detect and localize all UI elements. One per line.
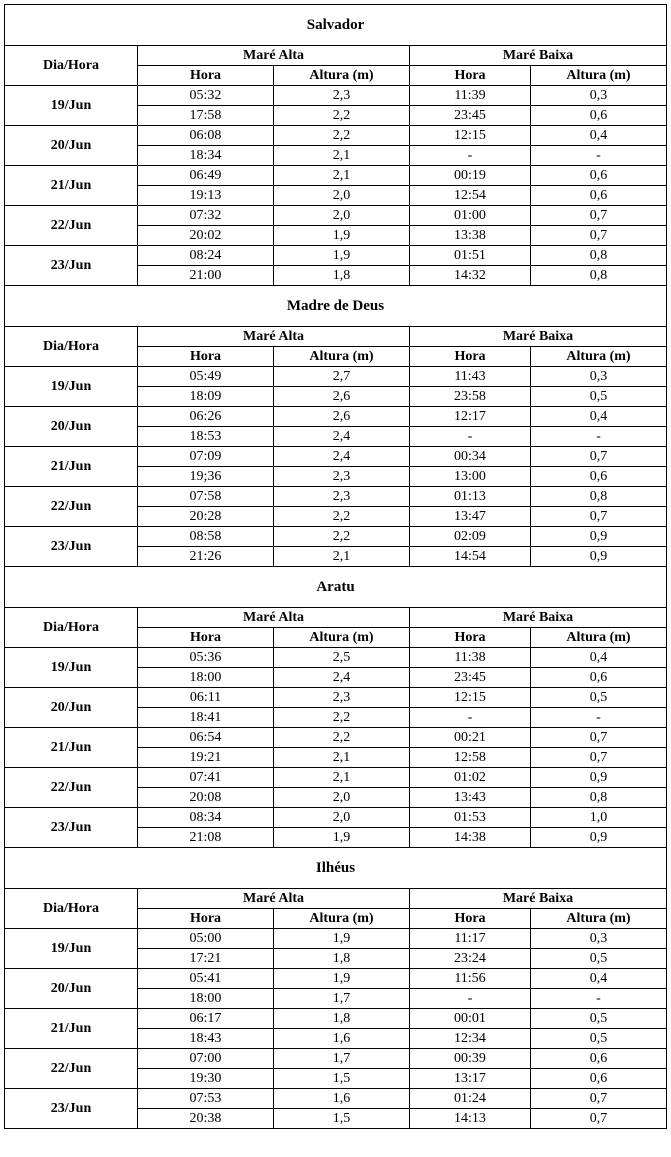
location-title-row <box>5 286 667 327</box>
tide-document <box>4 4 666 1129</box>
low-tide-height: 0,4 <box>531 407 667 427</box>
low-tide-height: - <box>531 427 667 447</box>
low-tide-header: Maré Baixa <box>410 608 667 628</box>
day-label: 21/Jun <box>5 447 138 487</box>
high-tide-height: 2,6 <box>274 387 410 407</box>
low-tide-height: 0,6 <box>531 106 667 126</box>
high-tide-hour: 19:13 <box>138 186 274 206</box>
low-tide-height: 0,3 <box>531 86 667 106</box>
table-row <box>5 969 667 989</box>
high-tide-height: 1,5 <box>274 1069 410 1089</box>
low-tide-hour: 23:45 <box>410 106 531 126</box>
high-tide-header: Maré Alta <box>138 327 410 347</box>
high-tide-height: 2,2 <box>274 507 410 527</box>
high-tide-hour: 07:00 <box>138 1049 274 1069</box>
low-hour-header: Hora <box>410 66 531 86</box>
high-tide-hour: 06:26 <box>138 407 274 427</box>
high-tide-hour: 19:21 <box>138 748 274 768</box>
high-tide-hour: 07:32 <box>138 206 274 226</box>
high-tide-height: 2,5 <box>274 648 410 668</box>
low-tide-hour: 00:01 <box>410 1009 531 1029</box>
tide-table <box>4 4 667 1129</box>
high-tide-hour: 18:00 <box>138 668 274 688</box>
low-tide-hour: 23:58 <box>410 387 531 407</box>
low-tide-hour: 11:43 <box>410 367 531 387</box>
high-tide-height: 2,3 <box>274 487 410 507</box>
high-tide-height: 2,0 <box>274 186 410 206</box>
day-label: 19/Jun <box>5 929 138 969</box>
table-row <box>5 768 667 788</box>
high-tide-hour: 19:30 <box>138 1069 274 1089</box>
low-tide-hour: 14:32 <box>410 266 531 286</box>
day-label: 20/Jun <box>5 126 138 166</box>
low-tide-height: 0,8 <box>531 788 667 808</box>
high-tide-hour: 17:58 <box>138 106 274 126</box>
low-tide-hour: 00:34 <box>410 447 531 467</box>
low-tide-height: 0,3 <box>531 367 667 387</box>
low-tide-height: 0,7 <box>531 1109 667 1129</box>
group-header-row <box>5 608 667 628</box>
low-tide-height: 0,7 <box>531 507 667 527</box>
location-title-row <box>5 5 667 46</box>
day-label: 22/Jun <box>5 487 138 527</box>
day-label: 23/Jun <box>5 527 138 567</box>
low-tide-height: - <box>531 989 667 1009</box>
low-height-header: Altura (m) <box>531 66 667 86</box>
high-tide-height: 2,1 <box>274 768 410 788</box>
low-tide-height: 0,4 <box>531 969 667 989</box>
high-tide-hour: 18:09 <box>138 387 274 407</box>
day-label: 20/Jun <box>5 407 138 447</box>
low-height-header: Altura (m) <box>531 347 667 367</box>
high-hour-header: Hora <box>138 347 274 367</box>
high-tide-hour: 08:34 <box>138 808 274 828</box>
high-tide-height: 2,1 <box>274 547 410 567</box>
day-label: 20/Jun <box>5 969 138 1009</box>
low-tide-hour: 01:02 <box>410 768 531 788</box>
day-label: 21/Jun <box>5 1009 138 1049</box>
low-tide-hour: 14:13 <box>410 1109 531 1129</box>
low-tide-header: Maré Baixa <box>410 46 667 66</box>
table-row <box>5 1089 667 1109</box>
high-tide-height: 2,0 <box>274 808 410 828</box>
high-tide-hour: 18:00 <box>138 989 274 1009</box>
high-tide-hour: 06:49 <box>138 166 274 186</box>
day-label: 19/Jun <box>5 86 138 126</box>
high-tide-hour: 17:21 <box>138 949 274 969</box>
high-tide-hour: 07:09 <box>138 447 274 467</box>
high-tide-hour: 08:58 <box>138 527 274 547</box>
high-tide-hour: 18:41 <box>138 708 274 728</box>
table-row <box>5 527 667 547</box>
high-tide-hour: 08:24 <box>138 246 274 266</box>
low-tide-header: Maré Baixa <box>410 889 667 909</box>
day-hour-header: Dia/Hora <box>5 327 138 367</box>
low-tide-hour: 23:45 <box>410 668 531 688</box>
low-tide-hour: - <box>410 989 531 1009</box>
low-hour-header: Hora <box>410 628 531 648</box>
table-row <box>5 86 667 106</box>
low-tide-hour: 12:17 <box>410 407 531 427</box>
high-tide-height: 1,9 <box>274 969 410 989</box>
low-tide-hour: 12:15 <box>410 688 531 708</box>
high-hour-header: Hora <box>138 909 274 929</box>
location-title: Aratu <box>5 567 667 608</box>
low-tide-hour: 12:15 <box>410 126 531 146</box>
high-tide-height: 2,2 <box>274 728 410 748</box>
low-tide-height: 0,6 <box>531 467 667 487</box>
high-tide-header: Maré Alta <box>138 889 410 909</box>
day-label: 23/Jun <box>5 1089 138 1129</box>
high-tide-header: Maré Alta <box>138 608 410 628</box>
table-row <box>5 808 667 828</box>
low-tide-hour: 11:38 <box>410 648 531 668</box>
high-tide-hour: 06:17 <box>138 1009 274 1029</box>
high-tide-header: Maré Alta <box>138 46 410 66</box>
table-row <box>5 487 667 507</box>
high-tide-height: 1,6 <box>274 1029 410 1049</box>
location-title: Salvador <box>5 5 667 46</box>
low-tide-height: 0,9 <box>531 547 667 567</box>
high-tide-hour: 20:38 <box>138 1109 274 1129</box>
high-tide-height: 1,9 <box>274 246 410 266</box>
high-tide-height: 2,3 <box>274 467 410 487</box>
high-tide-height: 2,0 <box>274 206 410 226</box>
high-tide-hour: 06:08 <box>138 126 274 146</box>
high-tide-hour: 06:11 <box>138 688 274 708</box>
table-row <box>5 246 667 266</box>
day-hour-header: Dia/Hora <box>5 46 138 86</box>
day-label: 22/Jun <box>5 1049 138 1089</box>
low-tide-header: Maré Baixa <box>410 327 667 347</box>
high-hour-header: Hora <box>138 66 274 86</box>
high-tide-height: 2,0 <box>274 788 410 808</box>
high-tide-hour: 06:54 <box>138 728 274 748</box>
high-tide-height: 2,4 <box>274 447 410 467</box>
low-tide-height: 0,6 <box>531 668 667 688</box>
low-tide-hour: 01:53 <box>410 808 531 828</box>
table-row <box>5 126 667 146</box>
high-tide-hour: 18:53 <box>138 427 274 447</box>
low-tide-hour: 11:39 <box>410 86 531 106</box>
low-hour-header: Hora <box>410 347 531 367</box>
high-tide-height: 2,2 <box>274 126 410 146</box>
high-tide-hour: 19;36 <box>138 467 274 487</box>
table-row <box>5 648 667 668</box>
low-tide-height: 0,7 <box>531 206 667 226</box>
high-tide-height: 2,1 <box>274 146 410 166</box>
low-tide-hour: 12:34 <box>410 1029 531 1049</box>
table-row <box>5 166 667 186</box>
low-tide-hour: 13:47 <box>410 507 531 527</box>
low-tide-hour: 13:17 <box>410 1069 531 1089</box>
day-label: 19/Jun <box>5 367 138 407</box>
high-hour-header: Hora <box>138 628 274 648</box>
table-row <box>5 206 667 226</box>
low-tide-hour: 01:51 <box>410 246 531 266</box>
high-tide-height: 1,8 <box>274 266 410 286</box>
low-tide-height: 0,7 <box>531 226 667 246</box>
low-hour-header: Hora <box>410 909 531 929</box>
low-tide-height: 0,5 <box>531 1029 667 1049</box>
high-height-header: Altura (m) <box>274 66 410 86</box>
high-tide-height: 1,9 <box>274 828 410 848</box>
day-label: 23/Jun <box>5 808 138 848</box>
low-tide-height: 0,5 <box>531 949 667 969</box>
low-tide-hour: 13:43 <box>410 788 531 808</box>
low-tide-height: 0,9 <box>531 527 667 547</box>
day-hour-header: Dia/Hora <box>5 608 138 648</box>
high-tide-height: 1,5 <box>274 1109 410 1129</box>
high-tide-height: 2,7 <box>274 367 410 387</box>
low-tide-height: 0,5 <box>531 1009 667 1029</box>
high-tide-height: 1,8 <box>274 1009 410 1029</box>
low-tide-height: 0,6 <box>531 186 667 206</box>
table-row <box>5 367 667 387</box>
day-label: 20/Jun <box>5 688 138 728</box>
high-tide-height: 1,9 <box>274 226 410 246</box>
low-tide-height: 0,7 <box>531 1089 667 1109</box>
high-tide-height: 1,8 <box>274 949 410 969</box>
day-hour-header: Dia/Hora <box>5 889 138 929</box>
high-tide-hour: 05:49 <box>138 367 274 387</box>
high-tide-height: 2,2 <box>274 708 410 728</box>
day-label: 22/Jun <box>5 206 138 246</box>
low-tide-height: 0,6 <box>531 1069 667 1089</box>
table-row <box>5 688 667 708</box>
high-tide-height: 1,7 <box>274 989 410 1009</box>
high-tide-hour: 21:08 <box>138 828 274 848</box>
low-tide-height: 0,5 <box>531 387 667 407</box>
low-tide-height: 0,7 <box>531 447 667 467</box>
low-tide-height: 0,8 <box>531 266 667 286</box>
high-tide-height: 2,3 <box>274 86 410 106</box>
low-tide-hour: 00:39 <box>410 1049 531 1069</box>
high-tide-hour: 07:53 <box>138 1089 274 1109</box>
low-tide-hour: 01:13 <box>410 487 531 507</box>
low-tide-height: - <box>531 708 667 728</box>
high-tide-height: 2,1 <box>274 748 410 768</box>
low-tide-height: 0,4 <box>531 648 667 668</box>
high-tide-hour: 07:58 <box>138 487 274 507</box>
group-header-row <box>5 889 667 909</box>
low-tide-hour: 01:00 <box>410 206 531 226</box>
high-tide-height: 2,2 <box>274 527 410 547</box>
high-tide-height: 2,4 <box>274 427 410 447</box>
low-tide-hour: 11:17 <box>410 929 531 949</box>
high-tide-height: 2,1 <box>274 166 410 186</box>
low-tide-height: 0,9 <box>531 768 667 788</box>
low-tide-height: - <box>531 146 667 166</box>
day-label: 22/Jun <box>5 768 138 808</box>
low-tide-height: 0,3 <box>531 929 667 949</box>
high-height-header: Altura (m) <box>274 347 410 367</box>
high-tide-hour: 05:36 <box>138 648 274 668</box>
high-tide-hour: 20:02 <box>138 226 274 246</box>
high-tide-hour: 05:00 <box>138 929 274 949</box>
day-label: 19/Jun <box>5 648 138 688</box>
low-tide-hour: 12:58 <box>410 748 531 768</box>
high-tide-height: 2,2 <box>274 106 410 126</box>
low-tide-hour: - <box>410 146 531 166</box>
low-tide-hour: - <box>410 427 531 447</box>
high-tide-hour: 07:41 <box>138 768 274 788</box>
low-tide-height: 0,8 <box>531 487 667 507</box>
table-row <box>5 1009 667 1029</box>
high-tide-hour: 05:32 <box>138 86 274 106</box>
high-tide-height: 1,7 <box>274 1049 410 1069</box>
low-height-header: Altura (m) <box>531 909 667 929</box>
low-tide-hour: - <box>410 708 531 728</box>
low-tide-hour: 02:09 <box>410 527 531 547</box>
high-tide-height: 2,6 <box>274 407 410 427</box>
low-height-header: Altura (m) <box>531 628 667 648</box>
low-tide-height: 0,6 <box>531 1049 667 1069</box>
high-tide-hour: 20:08 <box>138 788 274 808</box>
high-tide-height: 2,4 <box>274 668 410 688</box>
table-row <box>5 1049 667 1069</box>
location-title: Madre de Deus <box>5 286 667 327</box>
high-tide-hour: 21:26 <box>138 547 274 567</box>
location-title-row <box>5 848 667 889</box>
high-tide-hour: 18:34 <box>138 146 274 166</box>
low-tide-height: 0,7 <box>531 748 667 768</box>
low-tide-hour: 14:54 <box>410 547 531 567</box>
low-tide-height: 0,6 <box>531 166 667 186</box>
low-tide-height: 0,7 <box>531 728 667 748</box>
day-label: 21/Jun <box>5 166 138 206</box>
high-tide-height: 1,9 <box>274 929 410 949</box>
high-tide-hour: 21:00 <box>138 266 274 286</box>
location-title: Ilhéus <box>5 848 667 889</box>
low-tide-hour: 11:56 <box>410 969 531 989</box>
group-header-row <box>5 46 667 66</box>
low-tide-hour: 01:24 <box>410 1089 531 1109</box>
table-row <box>5 407 667 427</box>
table-row <box>5 929 667 949</box>
location-title-row <box>5 567 667 608</box>
low-tide-height: 0,9 <box>531 828 667 848</box>
low-tide-height: 1,0 <box>531 808 667 828</box>
high-tide-height: 1,6 <box>274 1089 410 1109</box>
low-tide-height: 0,4 <box>531 126 667 146</box>
high-tide-hour: 20:28 <box>138 507 274 527</box>
low-tide-hour: 00:19 <box>410 166 531 186</box>
low-tide-hour: 14:38 <box>410 828 531 848</box>
group-header-row <box>5 327 667 347</box>
low-tide-hour: 00:21 <box>410 728 531 748</box>
low-tide-height: 0,8 <box>531 246 667 266</box>
table-row <box>5 728 667 748</box>
low-tide-height: 0,5 <box>531 688 667 708</box>
low-tide-hour: 13:38 <box>410 226 531 246</box>
high-tide-hour: 05:41 <box>138 969 274 989</box>
high-tide-hour: 18:43 <box>138 1029 274 1049</box>
day-label: 21/Jun <box>5 728 138 768</box>
low-tide-hour: 23:24 <box>410 949 531 969</box>
high-height-header: Altura (m) <box>274 909 410 929</box>
low-tide-hour: 12:54 <box>410 186 531 206</box>
table-row <box>5 447 667 467</box>
high-tide-height: 2,3 <box>274 688 410 708</box>
low-tide-hour: 13:00 <box>410 467 531 487</box>
high-height-header: Altura (m) <box>274 628 410 648</box>
day-label: 23/Jun <box>5 246 138 286</box>
